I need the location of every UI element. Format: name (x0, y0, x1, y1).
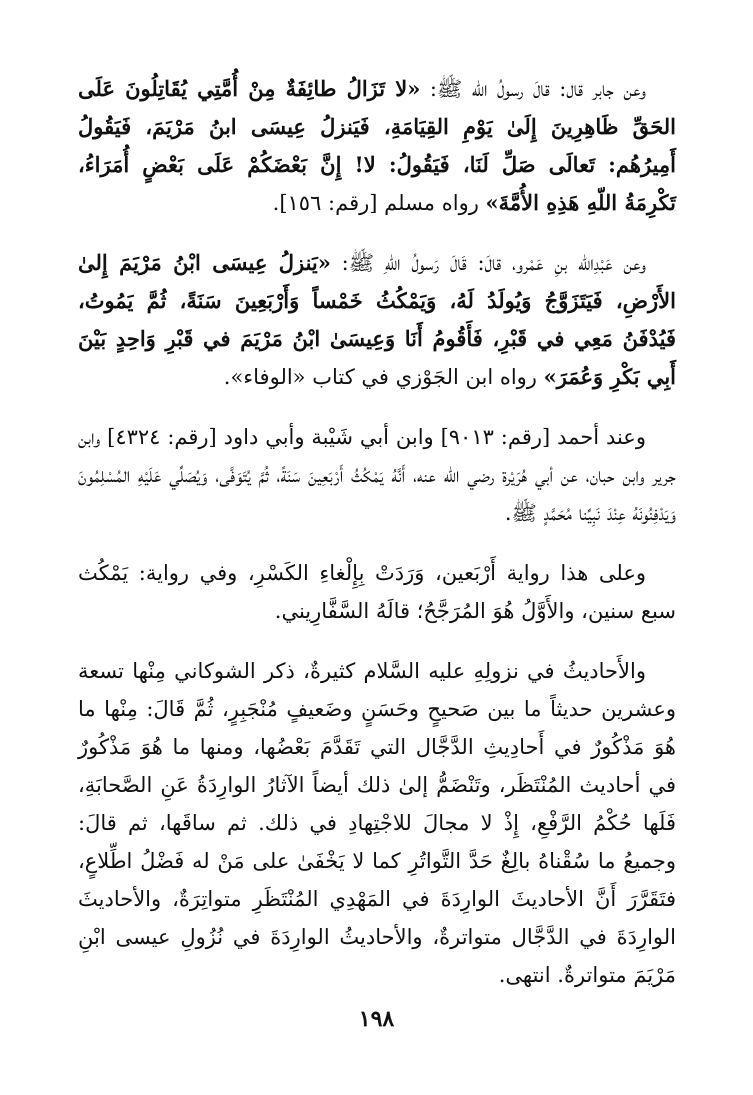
paragraph-forty-years (78, 554, 676, 630)
paragraph-abdullah-hadith (78, 244, 676, 396)
paragraph-jabir-hadith (78, 70, 676, 222)
paragraph-text: والأَحاديثُ في نزولِهِ عليه السَّلام كثيرةٌ، ذكر الشوكاني مِنْها تسعة وعشرين حديثاً ما بين صَحيحٍ وحَسَنٍ وضَعيفٍ مُنْجَبِرٍ، ثُمَّ قَالَ: مِنْها ما هُوَ مَذْكُورٌ في أَحادِيثِ الدَّجَّال التي تَقَدَّمَ بَعْضُها، ومنها ما هُوَ مَذْكُورٌ في أحاديث المُنْتَظَر، وتَنْضَمُّ إلىٰ ذلك أيضاً الآثارُ الوارِدَةُ عَنِ الصَّحابَةِ، فَلَها حُكْمُ الرَّفْعِ، إِذْ لا مجالَ للاجْتِهادِ في ذلك. ثم ساقَها، ثم قالَ: وجميعُ ما سُقْناهُ بالِغٌ حَدَّ التَّواتُرِ كما لا يَخْفَىٰ على مَنْ له فَضْلُ اطِّلاعٍ، فتَقَرَّرَ أَنَّ الأحاديثَ الوارِدَةَ في المَهْدِي المُنْتَظَرِ متواتِرَةٌ، والأحاديثَ الوارِدَةَ في الدَّجَّال متواترةٌ، والأحاديثُ الوارِدَةَ في نُزُولِ عيسى ابْنِ مَرْيَمَ متواترةٌ. انتهى. (78, 659, 676, 987)
page-body (78, 70, 676, 1080)
paragraph-tawatur (78, 652, 676, 994)
paragraph-ahmad-narration (78, 418, 676, 532)
hadith-text: «لا تَزَالُ طائِفَةٌ مِنْ أُمَّتِي يُقَاتِلُونَ عَلَى الحَقِّ ظَاهِرِينَ إِلَىٰ يَوْمِ القِيَامَةِ، فَيَنزلُ عِيسَى ابنُ مَرْيَمَ، فَيَقُولُ أَمِيرُهُم: تَعالَى صَلِّ لَنَا، فَيَقُولُ: لا! إِنَّ بَعْضَكُمْ عَلَى بَعْضٍ أُمَرَاءُ، تَكْرِمَةُ اللّهِ هَذِهِ الأُمَّةَ» (78, 76, 676, 215)
page-number: ١٩٨ (358, 1006, 395, 1032)
hadith-source: رواه مسلم [رقم: ١٥٦]. (272, 191, 486, 215)
hadith-source: رواه ابن الجَوْزي في كتاب «الوفاء». (223, 365, 544, 389)
paragraph-text: وعلى هذا رواية أَرْبَعين، وَرَدَتْ بِإِلْغاءِ الكَسْرِ، وفي رواية: يَمْكُث سبع سنين، والأَوَّلُ هُوَ المُرَجَّحُ؛ قالَهُ السَّفَّارِيني. (78, 561, 676, 623)
hadith-text: «يَنزلُ عِيسَى ابْنُ مَرْيَمَ إِلىٰ الأَرْضِ، فَيَتَزَوَّجُ وَيُولَدُ لَهُ، وَيَمْكُثُ خَمْساً وَأَرْبَعِينَ سَنَةً، ثُمَّ يَمُوتُ، فَيُدْفَنُ مَعِي في قَبْرِ، فَأَقُومُ أَنَا وَعِيسَىٰ ابْنُ مَرْيَمَ في قَبْرِ وَاحِدٍ بَيْنَ أَبِي بَكْرِ وَعُمَرَ» (78, 250, 676, 389)
paragraph-intro: وعن جابر قال: قالَ رسولُ الله ﷺ: (420, 77, 646, 101)
paragraph-intro: وعن عَبْدِالله بنِ عَمْرو، قالَ: قَالَ رَسولُ اللّهِ ﷺ: (330, 251, 646, 275)
paragraph-text: وعند أحمد [رقم: ٩٠١٣] وابن أبي شَيْبة وأبي داود [رقم: ٤٣٢٤] وابن جرير وابن حبان، عن أبي هُرَيْرة رضي الله عنه، أَنَّهُ يَمْكُثُ أَرْبَعِينَ سَنَةً، ثُمَّ يُتَوَفَّى، وَيُصَلِّي عَلَيْهِ المُسْلِمُونَ وَيَدْفِنُونَهُ عِنْدَ نَبِيِّنا مُحَمَّدٍ ﷺ. (78, 425, 676, 525)
